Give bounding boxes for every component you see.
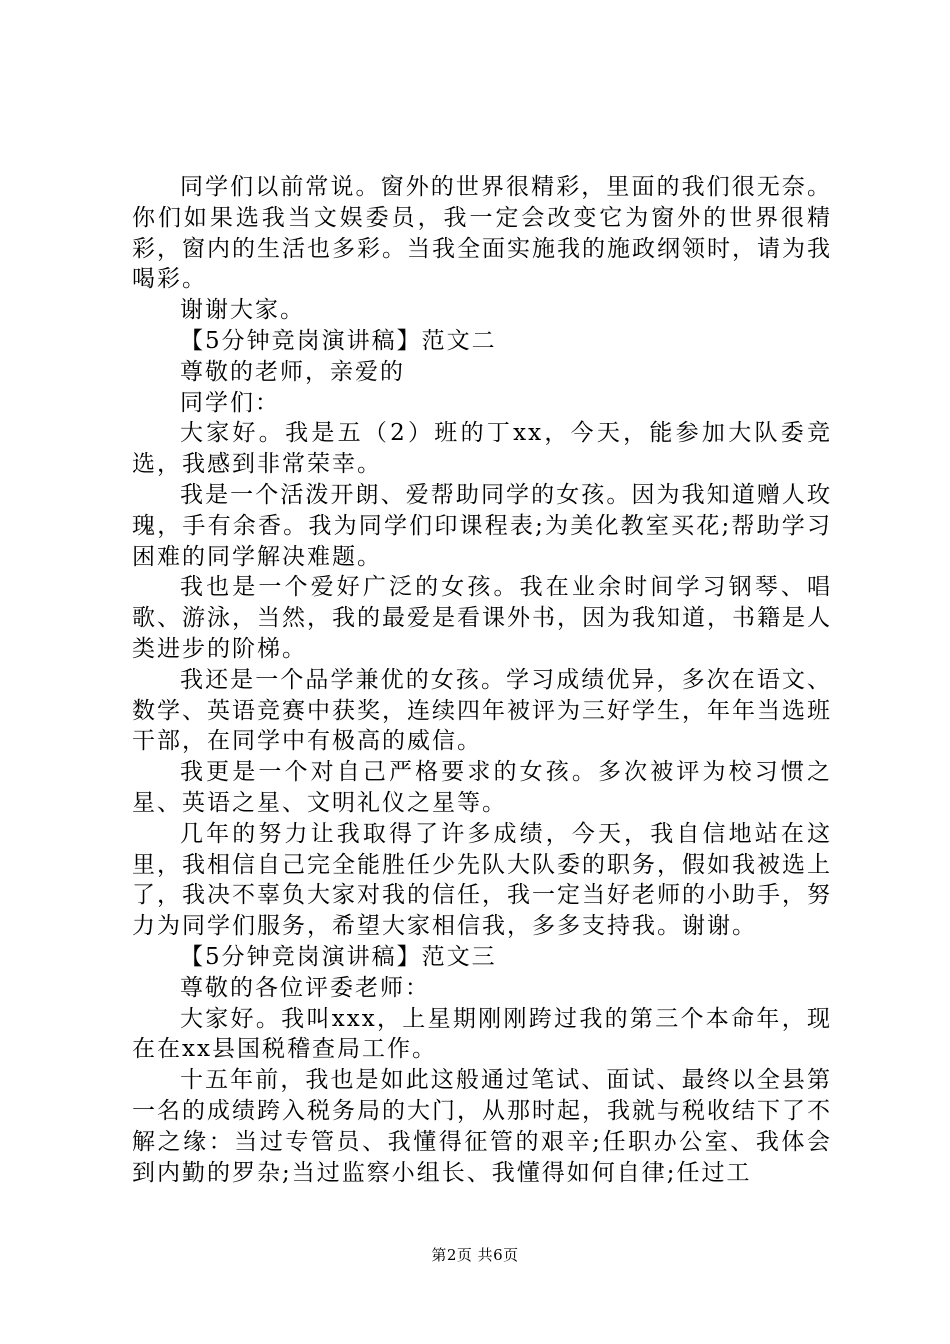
paragraph: 大家好。我叫xxx，上星期刚刚跨过我的第三个本命年，现在在xx县国税稽查局工作。 — [132, 1005, 832, 1063]
paragraph: 我也是一个爱好广泛的女孩。我在业余时间学习钢琴、唱歌、游泳，当然，我的最爱是看课外书，因为我知道，书籍是人类进步的阶梯。 — [132, 574, 832, 662]
page-number: 第2页 共6页 — [431, 1246, 519, 1264]
salutation: 尊敬的老师，亲爱的 — [180, 358, 405, 385]
page-footer — [0, 1244, 950, 1265]
paragraph: 我更是一个对自己严格要求的女孩。多次被评为校习惯之星、英语之星、文明礼仪之星等。 — [132, 759, 832, 816]
paragraph: 同学们以前常说。窗外的世界很精彩，里面的我们很无奈。你们如果选我当文娱委员，我一定会改变它为窗外的世界很精彩，窗内的生活也多彩。当我全面实施我的施政纲领时，请为我喝彩。 — [132, 174, 832, 293]
salutation: 尊敬的各位评委老师： — [180, 974, 430, 1001]
paragraph: 几年的努力让我取得了许多成绩，今天，我自信地站在这里，我相信自己完全能胜任少先队大队委的职务，假如我被选上了，我决不辜负大家对我的信任，我一定当好老师的小助手，努力为同学们服务，希望大家相信我，多多支持我。谢谢。 — [132, 820, 832, 940]
paragraph: 十五年前，我也是如此这般通过笔试、面试、最终以全县第一名的成绩跨入税务局的大门，从那时起，我就与税收结下了不解之缘：当过专管员、我懂得征管的艰辛;任职办公室、我体会到内勤的罗杂;当过监察小组长、我懂得如何自律;任过工 — [132, 1067, 832, 1186]
paragraph: 谢谢大家。 — [180, 297, 305, 324]
section-heading: 【5分钟竞岗演讲稿】范文三 — [180, 943, 497, 970]
paragraph: 我还是一个品学兼优的女孩。学习成绩优异，多次在语文、数学、英语竞赛中获奖，连续四年被评为三好学生，年年当选班干部，在同学中有极高的威信。 — [132, 666, 832, 755]
paragraph: 大家好。我是五（2）班的丁xx，今天，能参加大队委竞选，我感到非常荣幸。 — [132, 420, 832, 478]
section-heading: 【5分钟竞岗演讲稿】范文二 — [180, 327, 497, 354]
document-body — [132, 172, 832, 1188]
salutation: 同学们： — [180, 389, 280, 416]
paragraph: 我是一个活泼开朗、爱帮助同学的女孩。因为我知道赠人玫瑰，手有余香。我为同学们印课程表;为美化教室买花;帮助学习困难的同学解决难题。 — [132, 481, 832, 570]
